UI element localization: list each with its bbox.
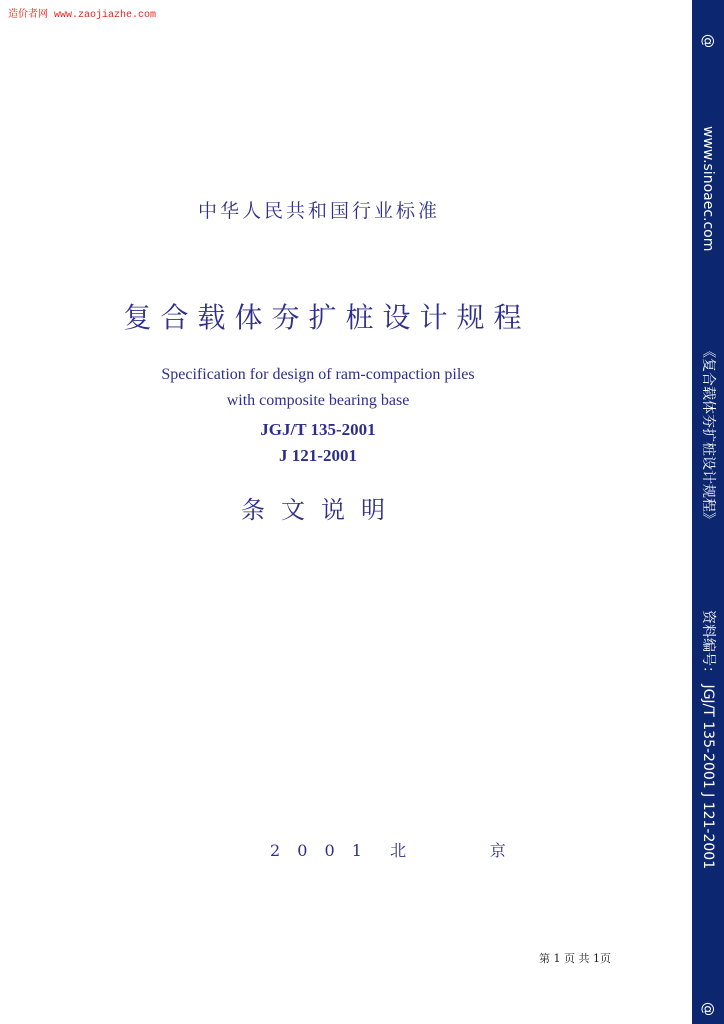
sidebar-website: www.sinoaec.com xyxy=(700,126,716,252)
english-title-line-2 xyxy=(0,392,724,410)
english-title-line-1 xyxy=(0,366,724,384)
standard-code-primary-text: JGJ/T 135-2001 xyxy=(260,420,376,439)
section-heading xyxy=(0,490,724,525)
sidebar-doc-code: 资料编号： JGJ/T 135-2001 J 121-2001 xyxy=(700,610,716,870)
standard-code-secondary-text: J 121-2001 xyxy=(279,446,357,465)
english-title-line-1-text: Specification for design of ram-compaction piles xyxy=(161,366,475,383)
document-title xyxy=(0,296,724,336)
page-indicator: 第 1 页 共 1页 xyxy=(539,952,611,965)
sidebar-at-bottom: @ xyxy=(700,1002,716,1016)
standard-code-primary xyxy=(0,420,724,440)
document-title-text: 复合载体夯扩桩设计规程 xyxy=(123,301,531,334)
year-place: 2 0 0 1 北 京 xyxy=(270,841,512,860)
industry-standard-text: 中华人民共和国行业标准 xyxy=(197,200,440,222)
sidebar-doc-title: 《复合载体夯扩桩设计规程》 xyxy=(700,344,716,526)
standard-code-secondary xyxy=(0,446,724,466)
sidebar-banner xyxy=(692,0,724,1024)
industry-standard-heading xyxy=(0,196,724,223)
section-heading-text: 条文说明 xyxy=(241,496,401,524)
watermark: 造价者网 www.zaojiazhe.com xyxy=(8,10,157,21)
english-title-line-2-text: with composite bearing base xyxy=(226,392,410,409)
sidebar-at-top: @ xyxy=(700,34,716,48)
